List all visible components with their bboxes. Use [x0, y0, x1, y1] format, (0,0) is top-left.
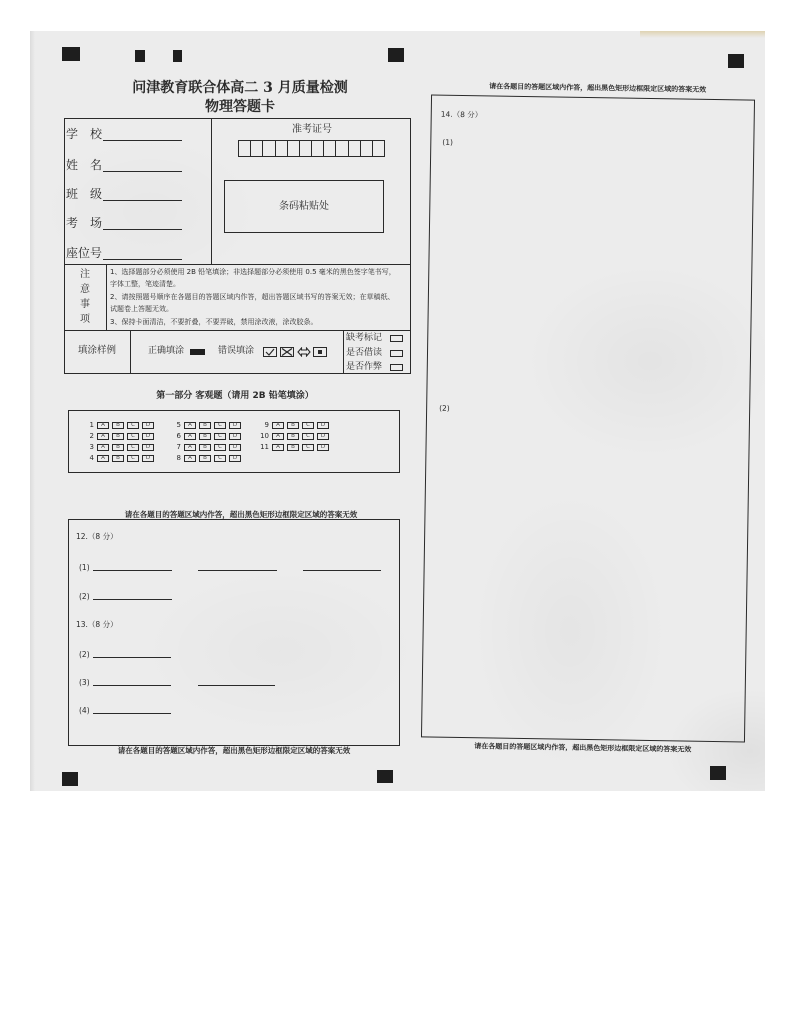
exam-number-digit-box[interactable] [312, 141, 324, 156]
answer-bubble[interactable]: C [214, 444, 226, 451]
exam-number-label: 准考证号 [292, 124, 332, 135]
answer-bubble[interactable]: D [317, 433, 329, 440]
seat-number-field[interactable] [103, 259, 182, 260]
answer-bubble[interactable]: D [142, 455, 154, 462]
exam-number-boxes [238, 140, 385, 157]
exam-number-digit-box[interactable] [361, 141, 373, 156]
answer-bubble[interactable]: B [199, 444, 211, 451]
sheet-title: 问津教育联合体高二 3 月质量检测 [132, 80, 348, 96]
exam-number-digit-box[interactable] [336, 141, 348, 156]
note-line: 1、选择题部分必须使用 2B 铅笔填涂；非选择题部分必须使用 0.5 毫米的黑色签字笔书写， [110, 267, 396, 276]
answer-bubble[interactable]: A [184, 444, 196, 451]
exam-number-digit-box[interactable] [276, 141, 288, 156]
cheating-flag-label: 是否作弊 [346, 362, 383, 372]
region-notice: 请在各题目的答题区域内作答，超出黑色矩形边框限定区域的答案无效 [488, 81, 706, 94]
answer-bubble[interactable]: C [214, 455, 226, 462]
question-number: 5 [176, 421, 181, 429]
q13-part-label: (4) [79, 705, 90, 715]
answer-bubble[interactable]: D [229, 422, 241, 429]
exam-number-digit-box[interactable] [251, 141, 263, 156]
q13-part-label: (3) [79, 677, 90, 687]
answer-bubble[interactable]: D [229, 433, 241, 440]
divider [211, 118, 212, 265]
registration-mark [62, 772, 78, 786]
question-number: 3 [89, 443, 94, 451]
registration-mark [728, 54, 744, 68]
answer-bubble[interactable]: C [127, 422, 139, 429]
note-line: 2、请按照题号顺序在各题目的答题区域内作答，超出答题区域书写的答案无效；在草稿纸、 [110, 292, 395, 301]
answer-bubble[interactable]: A [97, 455, 109, 462]
registration-mark [135, 50, 145, 62]
answer-blank[interactable] [198, 570, 277, 571]
notes-heading-char: 事 [80, 299, 90, 310]
question-number: 11 [260, 443, 269, 451]
answer-bubble[interactable]: B [112, 444, 124, 451]
exam-number-digit-box[interactable] [263, 141, 275, 156]
footer-notice: 请在各题目的答题区域内作答，超出黑色矩形边框限定区域的答案无效 [117, 746, 351, 755]
registration-mark [377, 770, 393, 783]
question-number: 9 [264, 421, 269, 429]
school-label: 学 校 [66, 127, 103, 141]
absent-flag-checkbox[interactable] [390, 335, 403, 342]
checked-box-icon [263, 347, 277, 357]
barcode-area [224, 180, 384, 233]
name-label: 姓 名 [66, 158, 103, 172]
exam-number-digit-box[interactable] [239, 141, 251, 156]
answer-bubble[interactable]: B [112, 455, 124, 462]
answer-bubble[interactable]: D [142, 422, 154, 429]
registration-mark [710, 766, 726, 780]
footer-notice: 请在各题目的答题区域内作答，超出黑色矩形边框限定区域的答案无效 [473, 741, 691, 754]
name-field[interactable] [103, 171, 182, 172]
notes-heading-char: 项 [80, 314, 90, 325]
answer-blank[interactable] [93, 657, 171, 658]
q12-part-label: (1) [79, 562, 90, 572]
divider [130, 330, 131, 374]
answer-bubble[interactable]: D [317, 444, 329, 451]
exam-room-label: 考 场 [66, 216, 103, 230]
divider [343, 330, 344, 374]
note-line: 字体工整，笔迹清楚。 [110, 279, 180, 288]
question-number: 6 [176, 432, 181, 440]
divider [106, 264, 107, 331]
answer-bubble[interactable]: A [97, 444, 109, 451]
answer-bubble[interactable]: A [272, 433, 284, 440]
q13-title: 13.（8 分） [76, 619, 118, 629]
answer-blank[interactable] [93, 685, 171, 686]
question-number: 10 [260, 432, 269, 440]
filled-bar-icon [190, 349, 205, 355]
answer-blank[interactable] [93, 570, 172, 571]
transfer-flag-label: 是否借读 [346, 347, 383, 358]
answer-area-q14[interactable] [420, 94, 754, 742]
answer-bubble[interactable]: D [142, 433, 154, 440]
note-line: 3、保持卡面清洁，不要折叠，不要弄破，禁用涂改液，涂改胶条。 [110, 317, 318, 326]
exam-number-digit-box[interactable] [349, 141, 361, 156]
correct-fill-label: 正确填涂 [148, 346, 185, 356]
answer-blank[interactable] [303, 570, 381, 571]
answer-bubble[interactable]: D [142, 444, 154, 451]
answer-bubble[interactable]: A [184, 455, 196, 462]
question-number: 4 [89, 454, 94, 462]
fill-example-label: 填涂样例 [77, 345, 116, 356]
class-label: 班 级 [66, 187, 103, 201]
answer-blank[interactable] [198, 685, 275, 686]
answer-bubble[interactable]: B [112, 422, 124, 429]
right-panel [420, 81, 754, 754]
answer-bubble[interactable]: B [199, 455, 211, 462]
answer-bubble[interactable]: C [302, 444, 314, 451]
note-line: 试题卷上答题无效。 [110, 304, 173, 313]
answer-bubble[interactable]: C [214, 422, 226, 429]
answer-blank[interactable] [93, 599, 172, 600]
crossed-box-icon [280, 347, 294, 357]
answer-bubble[interactable]: A [272, 422, 284, 429]
sheet-subtitle: 物理答题卡 [205, 99, 275, 115]
exam-number-digit-box[interactable] [373, 141, 384, 156]
school-field[interactable] [103, 140, 182, 141]
answer-bubble[interactable]: D [229, 455, 241, 462]
double-arrow-icon [297, 347, 311, 357]
notes-heading-char: 注 [80, 269, 90, 280]
answer-bubble[interactable]: A [97, 422, 109, 429]
registration-mark [62, 47, 80, 61]
answer-bubble[interactable]: A [272, 444, 284, 451]
dotted-box-icon [313, 347, 327, 357]
answer-bubble[interactable]: A [97, 433, 109, 440]
answer-blank[interactable] [93, 713, 171, 714]
q12-part-label: (2) [79, 591, 90, 601]
question-number: 1 [89, 421, 94, 429]
exam-number-digit-box[interactable] [324, 141, 336, 156]
question-number: 2 [89, 432, 94, 440]
answer-bubble[interactable]: A [184, 422, 196, 429]
exam-room-field[interactable] [103, 229, 182, 230]
answer-bubble[interactable]: C [127, 444, 139, 451]
barcode-label: 条码粘贴处 [279, 201, 329, 212]
region-notice: 请在各题目的答题区域内作答，超出黑色矩形边框限定区域的答案无效 [124, 510, 358, 519]
multiple-choice-box [68, 410, 400, 473]
part1-title: 第一部分 客观题（请用 2B 铅笔填涂） [156, 391, 314, 401]
q14-title: 14.（8 分） [440, 108, 482, 119]
answer-bubble[interactable]: A [184, 433, 196, 440]
answer-bubble[interactable]: B [112, 433, 124, 440]
registration-mark [388, 48, 404, 62]
answer-bubble[interactable]: C [302, 433, 314, 440]
q12-title: 12.（8 分） [76, 532, 118, 541]
transfer-flag-checkbox[interactable] [390, 350, 403, 357]
class-field[interactable] [103, 200, 182, 201]
answer-bubble[interactable]: B [199, 422, 211, 429]
answer-bubble[interactable]: C [127, 433, 139, 440]
seat-number-label: 座位号 [66, 246, 103, 260]
answer-bubble[interactable]: C [214, 433, 226, 440]
absent-flag-label: 缺考标记 [346, 333, 383, 343]
answer-bubble[interactable]: B [287, 422, 299, 429]
notes-heading-char: 意 [80, 284, 90, 295]
wrong-fill-label: 错误填涂 [218, 346, 255, 356]
answer-bubble[interactable]: B [287, 444, 299, 451]
answer-area-q12-q13[interactable] [68, 519, 400, 746]
q14-part-label: (1) [441, 136, 453, 146]
exam-number-digit-box[interactable] [288, 141, 300, 156]
q13-part-label: (2) [79, 649, 90, 659]
registration-mark [173, 50, 182, 62]
answer-bubble[interactable]: D [229, 444, 241, 451]
exam-number-digit-box[interactable] [300, 141, 312, 156]
scan-edge-tint [640, 31, 765, 38]
cheating-flag-checkbox[interactable] [390, 364, 403, 371]
q14-part-label: (2) [438, 402, 450, 412]
answer-bubble[interactable]: C [127, 455, 139, 462]
answer-bubble[interactable]: D [317, 422, 329, 429]
question-number: 8 [176, 454, 181, 462]
answer-bubble[interactable]: B [199, 433, 211, 440]
question-number: 7 [176, 443, 181, 451]
answer-bubble[interactable]: B [287, 433, 299, 440]
answer-bubble[interactable]: C [302, 422, 314, 429]
